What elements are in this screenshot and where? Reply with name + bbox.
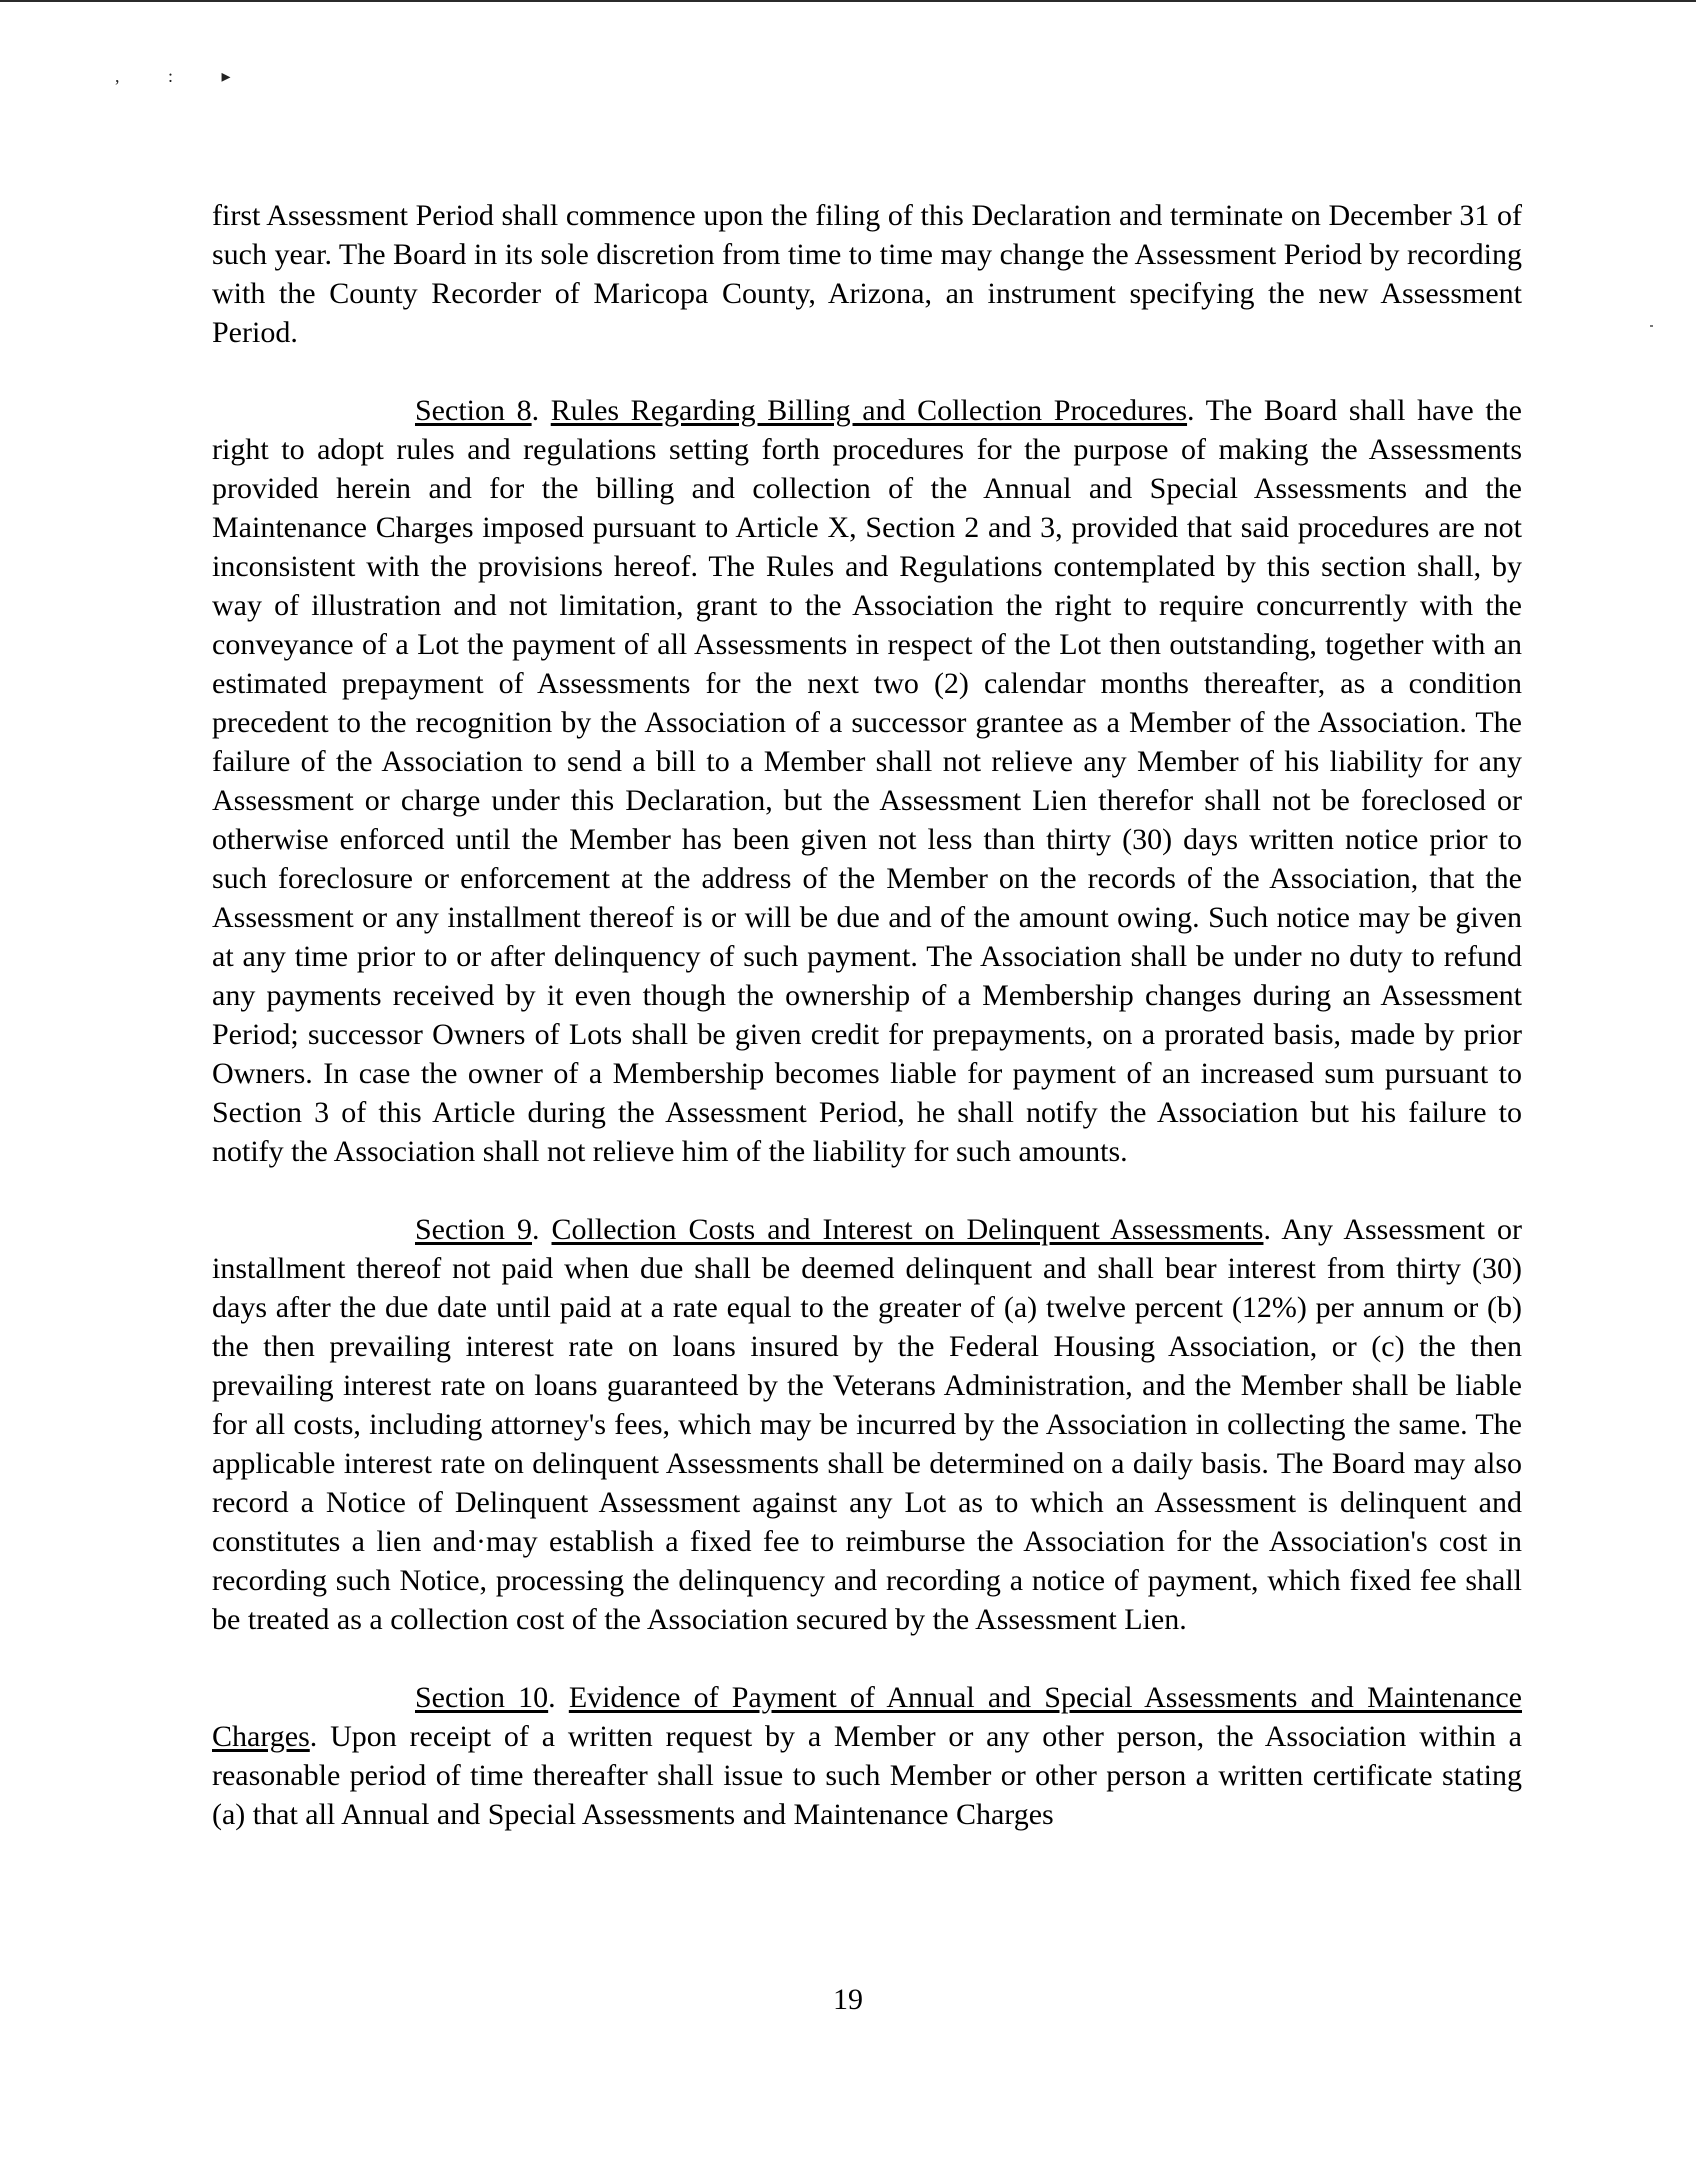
section-label: Section 9 [415, 1213, 532, 1246]
section-10: Section 10. Evidence of Payment of Annual and Special Assessments and Maintenance Charges. Upon receipt of a written request by a Member or any other person, the Association within a reasonable period of time thereafter shall issue to such Member or other person a written certificate stating (a) that all Annual and Special Assessments and Maintenance Charges [212, 1681, 1522, 1831]
section-body: Any Assessment or installment thereof not paid when due shall be deemed delinquent and shall bear interest from thirty (30) days after the due date until paid at a rate equal to the greater of (a) twelve percent (12%) per annum or (b) the then prevailing interest rate on loans insured by the Federal Housing Association, or (c) the then prevailing interest rate on loans guaranteed by the Veterans Administration, and the Member shall be liable for all costs, including attorney's fees, which may be incurred by the Association in collecting the same. The applicable interest rate on delinquent Assessments shall be determined on a daily basis. The Board may also record a Notice of Delinquent Assessment against any Lot as to which an Assessment is delinquent and constitutes a lien and·may establish a fixed fee to reimburse the Association for the Association's cost in recording such Notice, processing the delinquency and recording a notice of payment, which fixed fee shall be treated as a collection cost of the Association secured by the Assessment Lien. [212, 1213, 1522, 1636]
scan-marks: , : ▸ [115, 66, 253, 86]
section-8: Section 8. Rules Regarding Billing and Collection Procedures. The Board shall have the right to adopt rules and regulations setting forth procedures for the purpose of making the Assessments provided herein and for the billing and collection of the Annual and Special Assessments and the Maintenance Charges imposed pursuant to Article X, Section 2 and 3, provided that said procedures are not inconsistent with the provisions hereof. The Rules and Regulations contemplated by this section shall, by way of illustration and not limitation, grant to the Association the right to require concurrently with the conveyance of a Lot the payment of all Assessments in respect of the Lot then outstanding, together with an estimated prepayment of Assessments for the next two (2) calendar months thereafter, as a condition precedent to the recognition by the Association of a successor grantee as a Member of the Association. The failure of the Association to send a bill to a Member shall not relieve any Member of his liability for any Assessment or charge under this Declaration, but the Assessment Lien therefor shall not be foreclosed or otherwise enforced until the Member has been given not less than thirty (30) days written notice prior to such foreclosure or enforcement at the address of the Member on the records of the Association, that the Assessment or any installment thereof is or will be due and of the amount owing. Such notice may be given at any time prior to or after delinquency of such payment. The Association shall be under no duty to refund any payments received by it even though the ownership of a Membership changes during an Assessment Period; successor Owners of Lots shall be given credit for prepayments, on a prorated basis, made by prior Owners. In case the owner of a Membership becomes liable for payment of an increased sum pursuant to Section 3 of this Article during the Assessment Period, he shall notify the Association but his failure to notify the Association shall not relieve him of the liability for such amounts. [212, 394, 1522, 1168]
document-body [212, 196, 1522, 1873]
intro-paragraph: first Assessment Period shall commence upon the filing of this Declaration and terminate on December 31 of such year. The Board in its sole discretion from time to time may change the Assessment Period by recording with the County Recorder of Maricopa County, Arizona, an instrument specifying the new Assessment Period. [212, 199, 1522, 349]
page-number: 19 [833, 1983, 863, 2016]
section-heading: Collection Costs and Interest on Delinquent Assessments [551, 1213, 1264, 1246]
section-body: Upon receipt of a written request by a Member or any other person, the Association within a reasonable period of time thereafter shall issue to such Member or other person a written certificate stating (a) that all Annual and Special Assessments and Maintenance Charges [212, 1720, 1522, 1831]
section-9: Section 9. Collection Costs and Interest on Delinquent Assessments. Any Assessment or installment thereof not paid when due shall be deemed delinquent and shall bear interest from thirty (30) days after the due date until paid at a rate equal to the greater of (a) twelve percent (12%) per annum or (b) the then prevailing interest rate on loans insured by the Federal Housing Association, or (c) the then prevailing interest rate on loans guaranteed by the Veterans Administration, and the Member shall be liable for all costs, including attorney's fees, which may be incurred by the Association in collecting the same. The applicable interest rate on delinquent Assessments shall be determined on a daily basis. The Board may also record a Notice of Delinquent Assessment against any Lot as to which an Assessment is delinquent and constitutes a lien and·may establish a fixed fee to reimburse the Association for the Association's cost in recording such Notice, processing the delinquency and recording a notice of payment, which fixed fee shall be treated as a collection cost of the Association secured by the Assessment Lien. [212, 1213, 1522, 1636]
section-heading: Evidence of Payment of Annual and Special Assessments and Maintenance Charges [212, 1681, 1522, 1753]
section-heading: Rules Regarding Billing and Collection Procedures [550, 394, 1188, 427]
section-label: Section 10 [415, 1681, 549, 1714]
section-label: Section 8 [415, 394, 532, 427]
scan-top-border [0, 0, 1696, 2]
section-body: The Board shall have the right to adopt rules and regulations setting forth procedures for the purpose of making the Assessments provided herein and for the billing and collection of the Annual and Special Assessments and the Maintenance Charges imposed pursuant to Article X, Section 2 and 3, provided that said procedures are not inconsistent with the provisions hereof. The Rules and Regulations contemplated by this section shall, by way of illustration and not limitation, grant to the Association the right to require concurrently with the conveyance of a Lot the payment of all Assessments in respect of the Lot then outstanding, together with an estimated prepayment of Assessments for the next two (2) calendar months thereafter, as a condition precedent to the recognition by the Association of a successor grantee as a Member of the Association. The failure of the Association to send a bill to a Member shall not relieve any Member of his liability for any Assessment or charge under this Declaration, but the Assessment Lien therefor shall not be foreclosed or otherwise enforced until the Member has been given not less than thirty (30) days written notice prior to such foreclosure or enforcement at the address of the Member on the records of the Association, that the Assessment or any installment thereof is or will be due and of the amount owing. Such notice may be given at any time prior to or after delinquency of such payment. The Association shall be under no duty to refund any payments received by it even though the ownership of a Membership changes during an Assessment Period; successor Owners of Lots shall be given credit for prepayments, on a prorated basis, made by prior Owners. In case the owner of a Membership becomes liable for payment of an increased sum pursuant to Section 3 of this Article during the Assessment Period, he shall notify the Association but his failure to notify the Association shall not relieve him of the liability for such amounts. [212, 394, 1522, 1168]
scan-margin-mark [1650, 325, 1653, 327]
